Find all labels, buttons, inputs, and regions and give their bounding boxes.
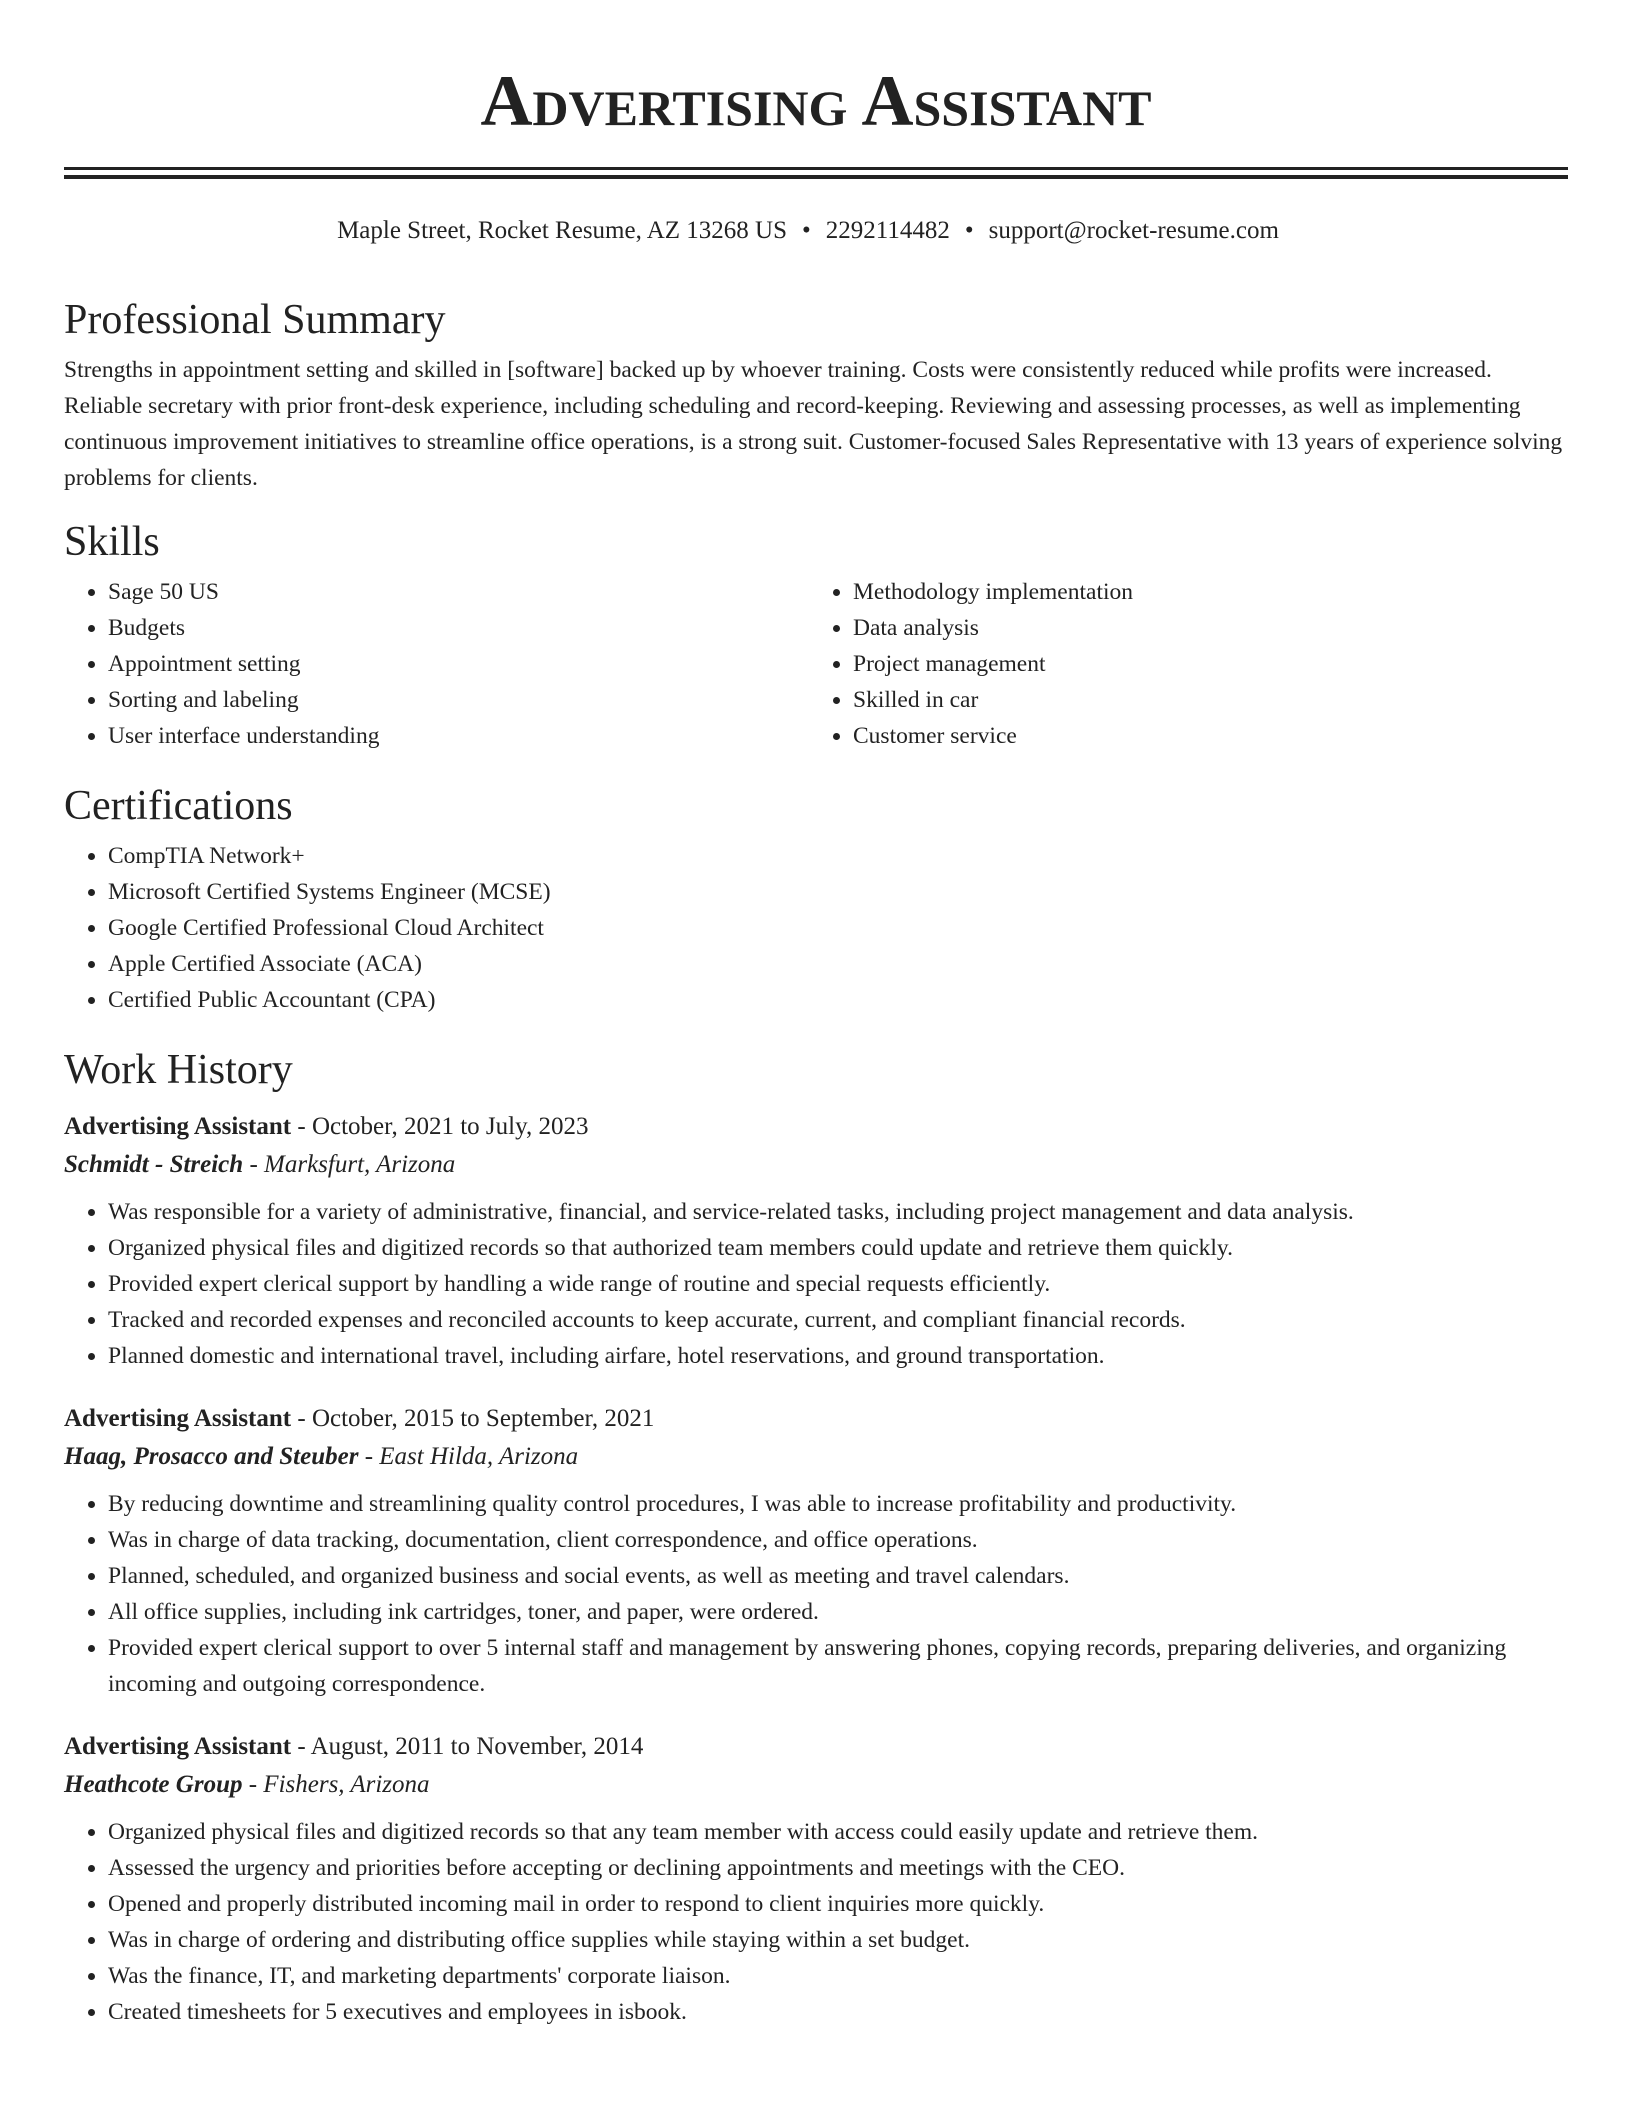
job-company-line: Schmidt - Streich - Marksfurt, Arizona <box>64 1151 456 1178</box>
skill-item: • Customer service <box>853 718 1568 754</box>
header-rule-bottom <box>64 175 1568 179</box>
job-bullet: • Provided expert clerical support to over 5 internal staff and management by answering phones, copying records, preparing deliveries, and organizing incoming and outgoing correspondence. <box>108 1630 1568 1702</box>
summary-heading: Professional Summary <box>64 297 446 343</box>
job-bullet: • Organized physical files and digitized records so that any team member with access could easily update and retrieve them. <box>108 1814 1568 1850</box>
skill-item: • User interface understanding <box>108 718 823 754</box>
contact-separator: • <box>964 217 974 244</box>
certification-item: • Apple Certified Associate (ACA) <box>108 946 1568 982</box>
job-company-line: Haag, Prosacco and Steuber - East Hilda, Arizona <box>64 1443 579 1470</box>
certification-item: • Microsoft Certified Systems Engineer (MCSE) <box>108 874 1568 910</box>
job-dates: August, 2011 to November, 2014 <box>310 1733 644 1760</box>
job-bullet: • Was in charge of ordering and distributing office supplies while staying within a set budget. <box>108 1922 1568 1958</box>
skills-heading: Skills <box>64 519 160 565</box>
job-location: East Hilda, Arizona <box>379 1443 579 1470</box>
skills-list-right <box>823 574 1568 754</box>
job-title: Advertising Assistant <box>64 1405 292 1432</box>
job-bullet: • By reducing downtime and streamlining quality control procedures, I was able to increase profitability and productivity. <box>108 1486 1568 1522</box>
skill-item: • Sorting and labeling <box>108 682 823 718</box>
certifications-heading: Certifications <box>64 783 293 829</box>
certifications-list <box>64 838 1568 1018</box>
job-bullet: • Assessed the urgency and priorities before accepting or declining appointments and meetings with the CEO. <box>108 1850 1568 1886</box>
job-company: Schmidt - Streich <box>64 1151 244 1178</box>
job-dates: October, 2021 to July, 2023 <box>311 1113 589 1140</box>
job-entry <box>64 1400 1568 1702</box>
skills-list-left <box>64 574 823 754</box>
job-entry <box>64 1108 1568 1374</box>
job-bullet: • Tracked and recorded expenses and reconciled accounts to keep accurate, current, and compliant financial records. <box>108 1302 1568 1338</box>
skill-item: • Skilled in car <box>853 682 1568 718</box>
job-bullet: • Planned domestic and international travel, including airfare, hotel reservations, and ground transportation. <box>108 1338 1568 1374</box>
job-title: Advertising Assistant <box>64 1733 292 1760</box>
job-entry <box>64 1728 1568 2030</box>
summary-text: Strengths in appointment setting and skilled in [software] backed up by whoever training. Costs were consistently reduced while profits were increased. Reliable secretary with prior front-desk experience, including scheduling and record-keeping. Reviewing and assessing processes, as well as implementing continuous improvement initiatives to streamline office operations, is a strong suit. Customer-focused Sales Representative with 13 years of experience solving problems for clients. <box>64 357 1563 491</box>
contact-phone: 2292114482 <box>825 217 950 244</box>
job-bullet: • Was the finance, IT, and marketing departments' corporate liaison. <box>108 1958 1568 1994</box>
skill-item: • Appointment setting <box>108 646 823 682</box>
job-bullet: • Was responsible for a variety of administrative, financial, and service-related tasks, including project management and data analysis. <box>108 1194 1568 1230</box>
skill-item: • Sage 50 US <box>108 574 823 610</box>
job-header: Advertising Assistant - August, 2011 to November, 2014 <box>64 1733 644 1760</box>
header-rule-top <box>64 167 1568 170</box>
job-bullet: • Was in charge of data tracking, documentation, client correspondence, and office operations. <box>108 1522 1568 1558</box>
job-bullet: • Opened and properly distributed incoming mail in order to respond to client inquiries more quickly. <box>108 1886 1568 1922</box>
job-bullet: • All office supplies, including ink cartridges, toner, and paper, were ordered. <box>108 1594 1568 1630</box>
job-bullets <box>64 1814 1568 2030</box>
skill-item: • Project management <box>853 646 1568 682</box>
resume-title: Advertising Assistant <box>480 61 1152 141</box>
job-company-line: Heathcote Group - Fishers, Arizona <box>64 1771 430 1798</box>
contact-line <box>0 213 1616 249</box>
certification-item: • Certified Public Accountant (CPA) <box>108 982 1568 1018</box>
skills-columns <box>64 574 1568 754</box>
work-history-heading: Work History <box>64 1047 293 1093</box>
skill-item: • Methodology implementation <box>853 574 1568 610</box>
job-company: Heathcote Group <box>64 1771 243 1798</box>
job-header: Advertising Assistant - October, 2021 to July, 2023 <box>64 1113 589 1140</box>
resume-body <box>64 288 1568 2056</box>
certification-item: • CompTIA Network+ <box>108 838 1568 874</box>
skill-item: • Data analysis <box>853 610 1568 646</box>
certification-item: • Google Certified Professional Cloud Architect <box>108 910 1568 946</box>
job-bullets <box>64 1486 1568 1702</box>
job-bullet: • Provided expert clerical support by handling a wide range of routine and special requests efficiently. <box>108 1266 1568 1302</box>
job-title: Advertising Assistant <box>64 1113 292 1140</box>
contact-email: support@rocket-resume.com <box>988 217 1279 244</box>
job-bullets <box>64 1194 1568 1374</box>
job-dates: October, 2015 to September, 2021 <box>311 1405 655 1432</box>
job-location: Marksfurt, Arizona <box>264 1151 456 1178</box>
job-company: Haag, Prosacco and Steuber <box>64 1443 359 1470</box>
job-header: Advertising Assistant - October, 2015 to September, 2021 <box>64 1405 655 1432</box>
job-bullet: • Organized physical files and digitized records so that authorized team members could update and retrieve them quickly. <box>108 1230 1568 1266</box>
job-bullet: • Created timesheets for 5 executives and employees in isbook. <box>108 1994 1568 2030</box>
skill-item: • Budgets <box>108 610 823 646</box>
job-bullet: • Planned, scheduled, and organized business and social events, as well as meeting and travel calendars. <box>108 1558 1568 1594</box>
contact-address: Maple Street, Rocket Resume, AZ 13268 US <box>337 217 788 244</box>
job-location: Fishers, Arizona <box>263 1771 430 1798</box>
contact-separator: • <box>802 217 811 244</box>
